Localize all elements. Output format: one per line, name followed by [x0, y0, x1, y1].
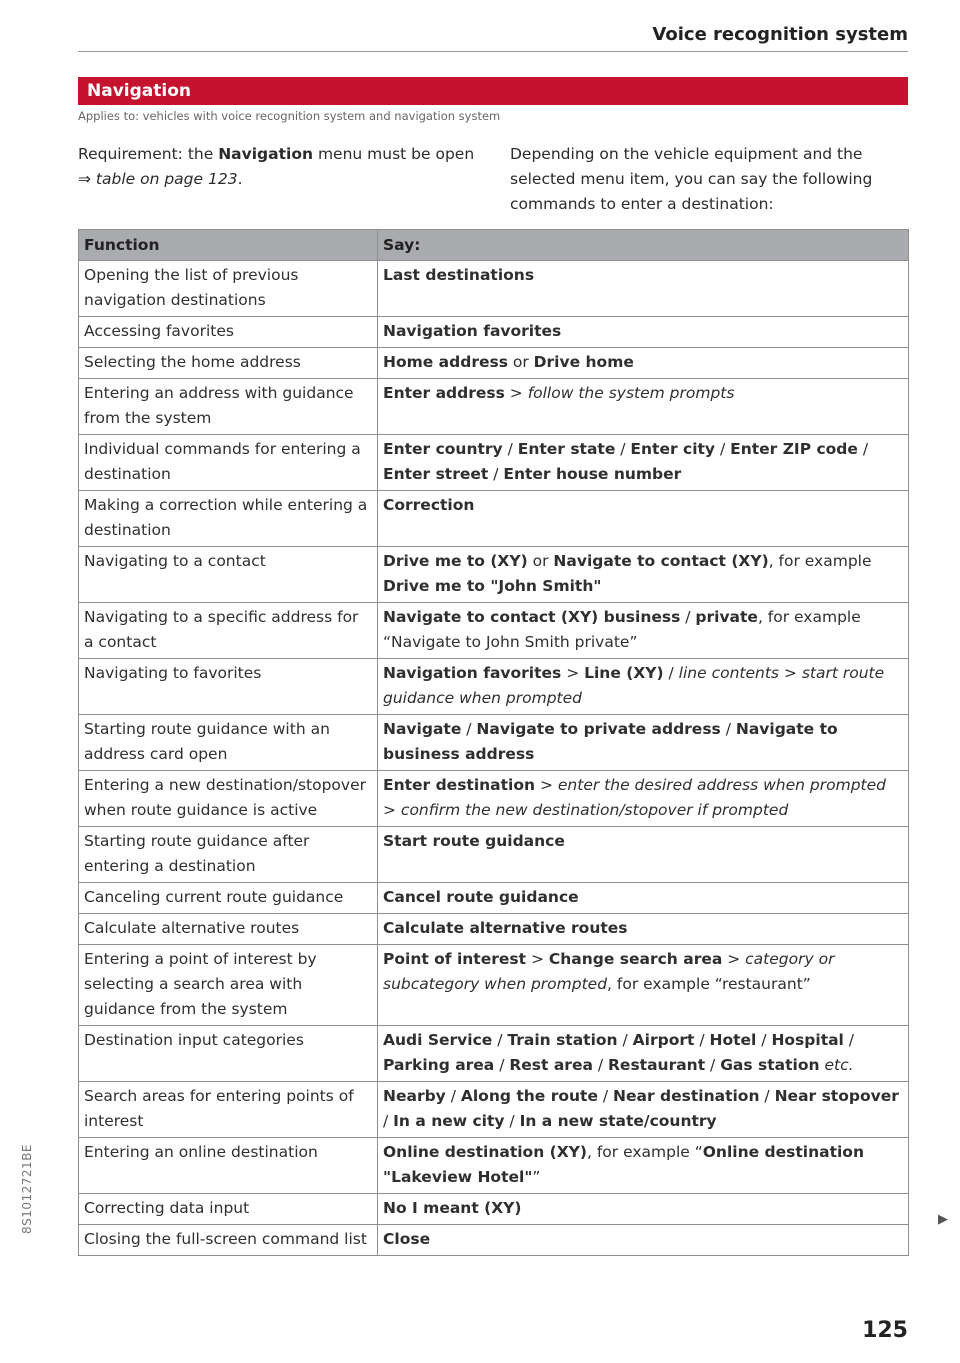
- function-cell: Making a correction while entering a destination: [79, 491, 378, 547]
- function-cell: Starting route guidance after entering a destination: [79, 827, 378, 883]
- function-cell: Navigating to a contact: [79, 547, 378, 603]
- command-connector: /: [759, 1087, 775, 1105]
- applies-to-note: Applies to: vehicles with voice recognition system and navigation system: [78, 109, 501, 123]
- function-cell: Destination input categories: [79, 1026, 378, 1082]
- header-say: Say:: [378, 230, 909, 261]
- voice-command: Online destination (XY): [383, 1143, 587, 1161]
- command-connector: /: [694, 1031, 710, 1049]
- command-connector: , for example “: [586, 1143, 703, 1161]
- voice-command: Navigate to business address: [383, 720, 838, 763]
- command-connector: /: [663, 664, 679, 682]
- say-cell: [378, 317, 909, 348]
- voice-command: Calculate alternative routes: [383, 919, 628, 937]
- command-instruction: follow the system prompts: [527, 384, 735, 402]
- section-title: Navigation: [78, 77, 908, 105]
- command-connector: /: [857, 440, 869, 458]
- table-row: [79, 1194, 909, 1225]
- document-code: 8S1012721BE: [20, 1143, 34, 1234]
- command-connector: /: [461, 720, 477, 738]
- command-connector: /: [445, 1087, 461, 1105]
- command-connector: >: [722, 950, 746, 968]
- command-connector: >: [383, 801, 401, 819]
- say-cell: [378, 1225, 909, 1256]
- header-divider: [78, 51, 908, 52]
- voice-command: Hospital: [771, 1031, 844, 1049]
- table-row: [79, 1082, 909, 1138]
- voice-command: Navigate to private address: [476, 720, 721, 738]
- running-header-title: Voice recognition system: [652, 24, 908, 45]
- say-cell: [378, 379, 909, 435]
- voice-command: Near destination: [613, 1087, 760, 1105]
- voice-commands-table: [78, 229, 909, 1256]
- command-connector: ”: [532, 1168, 541, 1186]
- command-connector: /: [680, 608, 696, 626]
- command-connector: /: [492, 1031, 508, 1049]
- voice-command: Navigate: [383, 720, 462, 738]
- function-cell: Starting route guidance with an address card open: [79, 715, 378, 771]
- command-connector: /: [715, 440, 731, 458]
- table-row: [79, 435, 909, 491]
- table-row: [79, 883, 909, 914]
- command-connector: /: [488, 465, 504, 483]
- say-cell: [378, 771, 909, 827]
- say-cell: [378, 827, 909, 883]
- command-connector: or: [507, 353, 534, 371]
- voice-command: Navigate to contact (XY) business: [383, 608, 681, 626]
- table-row: [79, 771, 909, 827]
- voice-command: No I meant (XY): [383, 1199, 522, 1217]
- say-cell: [378, 1082, 909, 1138]
- command-connector: >: [526, 950, 549, 968]
- say-cell: [378, 1026, 909, 1082]
- voice-command: Restaurant: [608, 1056, 706, 1074]
- say-cell: [378, 1194, 909, 1225]
- command-connector: /: [615, 440, 631, 458]
- page-number: 125: [862, 1318, 908, 1343]
- function-cell: Selecting the home address: [79, 348, 378, 379]
- voice-command: Point of interest: [383, 950, 527, 968]
- command-connector: /: [494, 1056, 510, 1074]
- table-row: [79, 945, 909, 1026]
- table-row: [79, 1138, 909, 1194]
- header-function: Function: [79, 230, 378, 261]
- voice-command: Enter ZIP code: [730, 440, 858, 458]
- command-instruction: line contents: [678, 664, 779, 682]
- table-row: [79, 914, 909, 945]
- voice-command: Train station: [507, 1031, 618, 1049]
- voice-command: Enter address: [383, 384, 505, 402]
- voice-command: Close: [383, 1230, 431, 1248]
- table-row: [79, 603, 909, 659]
- voice-command: Enter destination: [383, 776, 536, 794]
- function-cell: Correcting data input: [79, 1194, 378, 1225]
- function-cell: Accessing favorites: [79, 317, 378, 348]
- voice-command: Enter state: [517, 440, 616, 458]
- function-cell: Navigating to favorites: [79, 659, 378, 715]
- command-connector: /: [617, 1031, 633, 1049]
- function-cell: Individual commands for entering a destination: [79, 435, 378, 491]
- voice-command: Enter street: [383, 465, 489, 483]
- function-cell: Entering a new destination/stopover when route guidance is active: [79, 771, 378, 827]
- voice-command: Drive me to "John Smith": [383, 577, 602, 595]
- command-connector: , for example: [768, 552, 872, 570]
- voice-command: Online destination "Lakeview Hotel": [383, 1143, 864, 1186]
- voice-command: Cancel route guidance: [383, 888, 579, 906]
- command-instruction: category or subcategory when prompted: [383, 950, 835, 993]
- voice-command: Along the route: [460, 1087, 598, 1105]
- voice-command: Start route guidance: [383, 832, 565, 850]
- command-connector: /: [756, 1031, 772, 1049]
- command-connector: /: [383, 1112, 394, 1130]
- say-cell: [378, 348, 909, 379]
- voice-command: Home address: [383, 353, 508, 371]
- voice-command: Enter city: [630, 440, 716, 458]
- command-connector: /: [597, 1087, 614, 1105]
- command-connector: , for example “Navigate to John Smith private”: [383, 608, 861, 651]
- command-connector: or: [527, 552, 554, 570]
- voice-command: Nearby: [383, 1087, 446, 1105]
- say-cell: [378, 435, 909, 491]
- function-cell: Entering an address with guidance from the system: [79, 379, 378, 435]
- voice-command: In a new city: [393, 1112, 505, 1130]
- say-cell: [378, 883, 909, 914]
- function-cell: Calculate alternative routes: [79, 914, 378, 945]
- command-connector: , for example “restaurant”: [607, 975, 811, 993]
- voice-command: Airport: [632, 1031, 695, 1049]
- voice-command: Last destinations: [383, 266, 535, 284]
- voice-command: Navigation favorites: [383, 664, 562, 682]
- table-row: [79, 1026, 909, 1082]
- say-cell: [378, 261, 909, 317]
- requirement-mid: menu must be open: [313, 145, 475, 163]
- table-row: [79, 547, 909, 603]
- cross-ref-arrow-icon: ⇒: [78, 170, 91, 188]
- function-cell: Entering a point of interest by selecting a search area with guidance from the system: [79, 945, 378, 1026]
- command-connector: /: [720, 720, 736, 738]
- voice-command: Gas station: [720, 1056, 820, 1074]
- table-row: [79, 348, 909, 379]
- function-cell: Canceling current route guidance: [79, 883, 378, 914]
- requirement-paragraph: [78, 142, 478, 192]
- voice-command: Enter house number: [503, 465, 682, 483]
- table-body: [79, 261, 909, 1256]
- say-cell: [378, 914, 909, 945]
- continue-arrow-icon: ▶: [938, 1212, 948, 1227]
- voice-command: In a new state/country: [519, 1112, 717, 1130]
- command-instruction: confirm the new destination/stopover if prompted: [400, 801, 789, 819]
- say-cell: [378, 491, 909, 547]
- table-row: [79, 491, 909, 547]
- command-connector: /: [502, 440, 518, 458]
- voice-command: Parking area: [383, 1056, 495, 1074]
- voice-command: Correction: [383, 496, 475, 514]
- voice-command: Navigation favorites: [383, 322, 562, 340]
- voice-command: Near stopover: [774, 1087, 899, 1105]
- voice-command: Hotel: [709, 1031, 757, 1049]
- command-connector: /: [843, 1031, 855, 1049]
- command-connector: >: [561, 664, 585, 682]
- table-row: [79, 1225, 909, 1256]
- command-instruction: enter the desired address when prompted: [557, 776, 886, 794]
- commands-intro-paragraph: Depending on the vehicle equipment and the selected menu item, you can say the following commands to enter a destination:: [510, 145, 873, 213]
- say-cell: [378, 945, 909, 1026]
- voice-command: Change search area: [548, 950, 723, 968]
- table-row: [79, 379, 909, 435]
- function-cell: Search areas for entering points of interest: [79, 1082, 378, 1138]
- requirement-end: .: [237, 170, 243, 188]
- command-connector: /: [592, 1056, 608, 1074]
- command-connector: /: [504, 1112, 520, 1130]
- voice-command: Rest area: [509, 1056, 593, 1074]
- table-row: [79, 261, 909, 317]
- voice-command: Audi Service: [383, 1031, 493, 1049]
- command-instruction: start route guidance when prompted: [383, 664, 885, 707]
- command-connector: >: [504, 384, 528, 402]
- function-cell: Entering an online destination: [79, 1138, 378, 1194]
- command-connector: /: [705, 1056, 721, 1074]
- table-header-row: [79, 230, 909, 261]
- voice-command: private: [695, 608, 758, 626]
- command-connector: >: [535, 776, 558, 794]
- voice-command: Drive me to (XY): [383, 552, 528, 570]
- table-reference-link[interactable]: table on page 123: [91, 170, 238, 188]
- table-row: [79, 827, 909, 883]
- function-cell: Closing the full-screen command list: [79, 1225, 378, 1256]
- voice-command: Line (XY): [584, 664, 664, 682]
- function-cell: Navigating to a specific address for a contact: [79, 603, 378, 659]
- command-connector: >: [779, 664, 802, 682]
- requirement-menu-name: Navigation: [218, 145, 314, 163]
- say-cell: [378, 715, 909, 771]
- say-cell: [378, 1138, 909, 1194]
- table-row: [79, 715, 909, 771]
- voice-command: Enter country: [383, 440, 503, 458]
- table-row: [79, 317, 909, 348]
- voice-command: Drive home: [533, 353, 634, 371]
- command-instruction: etc.: [824, 1056, 854, 1074]
- voice-command: Navigate to contact (XY): [553, 552, 769, 570]
- function-cell: Opening the list of previous navigation destinations: [79, 261, 378, 317]
- say-cell: [378, 659, 909, 715]
- table-row: [79, 659, 909, 715]
- say-cell: [378, 547, 909, 603]
- say-cell: [378, 603, 909, 659]
- requirement-prefix: Requirement: the: [78, 145, 219, 163]
